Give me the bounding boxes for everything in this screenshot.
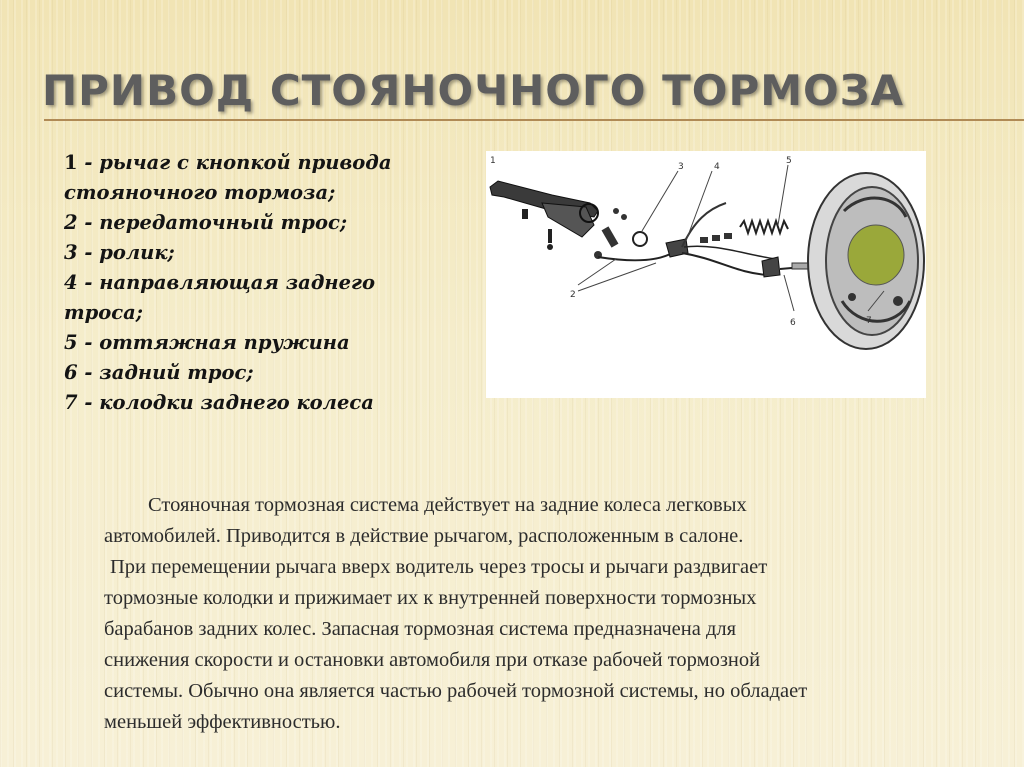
legend-item — [64, 298, 391, 328]
legend-number: 5 — [64, 331, 78, 354]
description-line: снижения скорости и остановки автомобиля при отказе рабочей тормозной — [104, 649, 761, 671]
legend-item — [64, 148, 391, 178]
legend-item — [64, 238, 391, 268]
legend-number: 4 — [64, 271, 78, 294]
legend-text: - рычаг с кнопкой привода — [77, 151, 392, 174]
lever-nut — [547, 244, 553, 250]
legend-text: стояночного тормоза; — [64, 181, 336, 204]
legend-text: - направляющая заднего — [77, 271, 375, 294]
legend-text: троса; — [64, 301, 143, 324]
legend-text: - задний трос; — [77, 361, 254, 384]
legend-text: - передаточный трос; — [77, 211, 348, 234]
legend-item — [64, 388, 391, 418]
leader-line — [578, 259, 616, 285]
bolt — [724, 233, 732, 239]
leader-line — [686, 171, 712, 241]
callout-number: 7 — [866, 316, 872, 326]
parking-brake-diagram — [486, 151, 926, 398]
leader-line — [778, 165, 788, 225]
parts-legend — [64, 148, 391, 418]
lever-rod — [602, 226, 619, 247]
brake-pads — [848, 225, 904, 285]
description-line: При перемещении рычага вверх водитель через тросы и рычаги раздвигает — [110, 556, 768, 578]
callout-number: 4 — [714, 162, 720, 172]
description-line: меньшей эффективностью. — [104, 711, 341, 733]
legend-text: - ролик; — [77, 241, 175, 264]
lever-button — [522, 209, 528, 219]
slide-title: ПРИВОД СТОЯНОЧНОГО ТОРМОЗА — [42, 66, 905, 115]
description-line: тормозные колодки и прижимает их к внутренней поверхности тормозных — [104, 587, 757, 609]
title-divider — [44, 119, 1024, 121]
legend-item — [64, 208, 391, 238]
front-cable — [598, 249, 678, 260]
cable-bracket — [762, 257, 780, 277]
roller-part — [633, 232, 647, 246]
leader-line — [642, 171, 678, 231]
rear-cable — [682, 253, 768, 275]
legend-item — [64, 178, 391, 208]
legend-text: - колодки заднего колеса — [77, 391, 374, 414]
bolt — [712, 235, 720, 241]
leader-line — [784, 275, 794, 311]
bolt — [700, 237, 708, 243]
diagram-svg — [486, 151, 926, 398]
lever-bolt — [548, 229, 552, 243]
description-line: барабанов задних колес. Запасная тормозная система предназначена для — [104, 618, 737, 640]
spring-anchor — [893, 296, 903, 306]
legend-item — [64, 328, 391, 358]
legend-item — [64, 268, 391, 298]
legend-number: 6 — [64, 361, 78, 384]
washer — [613, 208, 619, 214]
description-line: системы. Обычно она является частью рабочей тормозной системы, но обладает — [104, 680, 808, 702]
legend-number: 1 — [64, 151, 78, 174]
spring-anchor — [848, 293, 856, 301]
callout-number: 3 — [678, 162, 684, 172]
callout-number: 1 — [490, 156, 496, 166]
legend-number: 3 — [64, 241, 78, 264]
legend-item — [64, 358, 391, 388]
description-line: Стояночная тормозная система действует на задние колеса легковых — [148, 494, 747, 516]
callout-number: 5 — [786, 156, 792, 166]
return-spring — [740, 221, 788, 233]
washer — [621, 214, 627, 220]
callout-number: 2 — [570, 290, 576, 300]
description-text — [104, 490, 1004, 738]
description-line: автомобилей. Приводится в действие рычагом, расположенным в салоне. — [104, 525, 744, 547]
legend-number: 2 — [64, 211, 78, 234]
callout-number: 6 — [790, 318, 796, 328]
legend-number: 7 — [64, 391, 78, 414]
legend-text: - оттяжная пружина — [77, 331, 350, 354]
